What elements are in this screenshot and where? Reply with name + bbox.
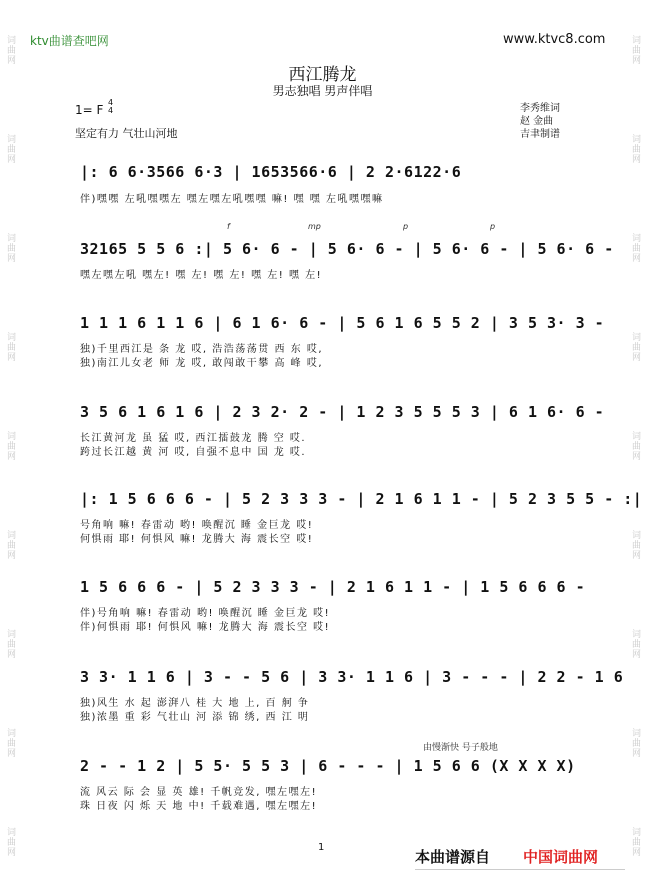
- score-line-8-lyrics-b: 珠 日夜 闪 烁 天 地 中! 千载难遇, 嘿左嘿左!: [80, 801, 318, 812]
- score-line-6-lyrics-b: 伴)何惧雨 耶! 何惧风 嘛! 龙腾大 海 震长空 哎!: [80, 622, 331, 633]
- composer-credit: 赵 金曲: [520, 116, 554, 127]
- transcriber-credit: 吉聿制谱: [520, 129, 560, 140]
- score-line-8-lyrics-a: 流 风云 际 会 显 英 雄! 千帆竞发, 嘿左嘿左!: [80, 787, 318, 798]
- score-line-2-notes: 32165 5 5 6 :| 5 6· 6 - | 5 6· 6 - | 5 6· 6 - | 5 6· 6 -: [80, 240, 614, 258]
- score-line-5-lyrics-b: 何惧雨 耶! 何惧风 嘛! 龙腾大 海 震长空 哎!: [80, 534, 314, 545]
- score-line-4-notes: 3 5 6 1 6 1 6 | 2 3 2· 2 - | 1 2 3 5 5 5 3 | 6 1 6· 6 -: [80, 403, 605, 421]
- footer-divider: [415, 869, 625, 870]
- brand-watermark[interactable]: ktv曲谱查吧网: [30, 34, 109, 48]
- dynamic-p-2: p: [490, 222, 496, 231]
- time-signature: 4 4: [108, 98, 114, 115]
- score-line-6-lyrics-a: 伴)号角响 嘛! 春雷动 哟! 唤醒沉 睡 金巨龙 哎!: [80, 608, 331, 619]
- tempo-change-annotation: 由慢渐快 号子般地: [423, 743, 498, 753]
- score-line-1-lyrics: 伴)嘿嘿 左吼嘿嘿左 嘿左嘿左吼嘿嘿 嘛! 嘿 嘿 左吼嘿嘿嘛: [80, 194, 384, 205]
- dynamic-f: f: [227, 222, 230, 231]
- site-url[interactable]: www.ktvc8.com: [503, 32, 606, 47]
- score-line-4-lyrics-b: 跨过长江越 黄 河 哎, 自强不息中 国 龙 哎.: [80, 447, 307, 458]
- score-line-3-lyrics-b: 独)南江儿女老 师 龙 哎, 敢闯敢干攀 高 峰 哎,: [80, 358, 324, 369]
- side-watermark-right: 词曲网 词曲网 词曲网 词曲网 词曲网 词曲网 词曲网 词曲网 词曲网: [630, 34, 640, 857]
- score-line-5-lyrics-a: 号角响 嘛! 春雷动 哟! 唤醒沉 睡 金巨龙 哎!: [80, 520, 314, 531]
- score-line-6-notes: 1 5 6 6 6 - | 5 2 3 3 3 - | 2 1 6 1 1 - | 1 5 6 6 6 -: [80, 578, 586, 596]
- score-line-4-lyrics-a: 长江黄河龙 虽 猛 哎, 西江擂鼓龙 腾 空 哎.: [80, 433, 307, 444]
- song-title: 西江腾龙: [288, 65, 357, 85]
- score-line-8-notes: 2 - - 1 2 | 5 5· 5 5 3 | 6 - - - | 1 5 6 6 (X X X X): [80, 757, 576, 775]
- footer-source-label: 本曲谱源自: [415, 848, 491, 866]
- score-line-3-notes: 1 1 1 6 1 1 6 | 6 1 6· 6 - | 5 6 1 6 5 5 2 | 3 5 3· 3 -: [80, 314, 605, 332]
- side-watermark-left: 词曲网 词曲网 词曲网 词曲网 词曲网 词曲网 词曲网 词曲网 词曲网: [5, 34, 15, 857]
- score-line-1-notes: |: 6 6·3566 6·3 | 1653566·6 | 2 2·6122·6: [80, 163, 462, 181]
- tempo-marking: 坚定有力 气壮山河地: [75, 127, 178, 140]
- page-number: 1: [318, 842, 325, 853]
- lyricist-credit: 李秀维词: [520, 103, 560, 114]
- dynamic-p-1: p: [403, 222, 409, 231]
- score-line-3-lyrics-a: 独)千里西江是 条 龙 哎, 浩浩荡荡贯 西 东 哎,: [80, 344, 324, 355]
- score-line-5-notes: |: 1 5 6 6 6 - | 5 2 3 3 3 - | 2 1 6 1 1 - | 5 2 3 5 5 - :|: [80, 490, 643, 508]
- footer-site-link[interactable]: 中国词曲网: [523, 848, 599, 866]
- score-line-7-notes: 3 3· 1 1 6 | 3 - - 5 6 | 3 3· 1 1 6 | 3 - - - | 2 2 - 1 6: [80, 668, 624, 686]
- score-line-2-lyrics: 嘿左嘿左吼 嘿左! 嘿 左! 嘿 左! 嘿 左! 嘿 左!: [80, 270, 323, 281]
- dynamic-mp: mp: [308, 222, 321, 231]
- score-line-7-lyrics-a: 独)风生 水 起 澎湃八 桂 大 地 上, 百 舸 争: [80, 698, 310, 709]
- song-subtitle: 男志独唱 男声伴唱: [272, 84, 373, 98]
- key-signature: 1= F: [75, 103, 104, 117]
- score-line-7-lyrics-b: 独)浓墨 重 彩 气壮山 河 添 锦 绣, 西 江 明: [80, 712, 310, 723]
